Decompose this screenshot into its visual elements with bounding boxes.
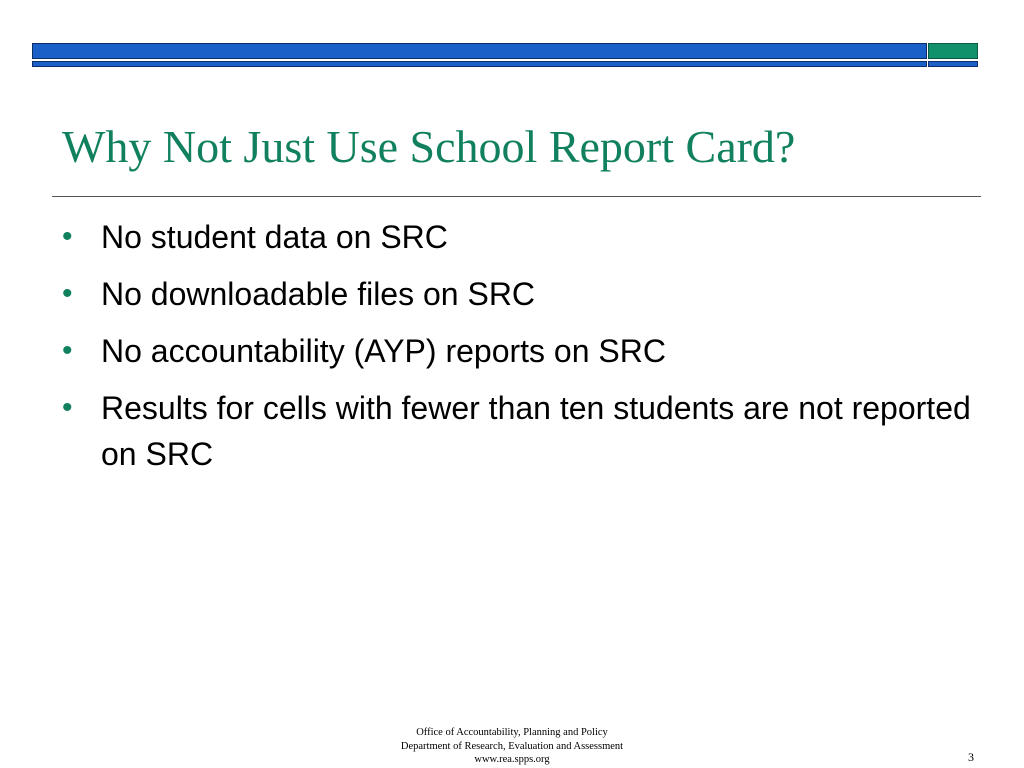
page-number: 3 xyxy=(968,750,974,764)
bullet-list xyxy=(60,214,980,488)
bullet-text: No student data on SRC xyxy=(101,219,448,255)
bullet-item xyxy=(60,328,980,374)
footer-department: Department of Research, Evaluation and Assessment xyxy=(400,740,624,752)
slide-title: Why Not Just Use School Report Card? xyxy=(62,121,796,172)
bullet-icon: • xyxy=(62,391,73,424)
bullet-item xyxy=(60,385,980,477)
bullet-icon: • xyxy=(62,277,73,310)
header-stripe-right xyxy=(928,61,978,67)
header-bar-green xyxy=(928,43,978,59)
bullet-text: Results for cells with fewer than ten students are not reported on SRC xyxy=(101,390,971,472)
bullet-icon: • xyxy=(62,334,73,367)
bullet-text: No accountability (AYP) reports on SRC xyxy=(101,333,666,369)
footer-website: www.rea.spps.org xyxy=(474,754,550,765)
bullet-icon: • xyxy=(62,220,73,253)
header-stripe-blue xyxy=(32,61,927,67)
bullet-item xyxy=(60,214,980,260)
bullet-item xyxy=(60,271,980,317)
bullet-text: No downloadable files on SRC xyxy=(101,276,536,312)
title-divider xyxy=(52,196,981,197)
header-bar-blue xyxy=(32,43,927,59)
footer xyxy=(312,726,712,767)
footer-office: Office of Accountability, Planning and Policy xyxy=(416,727,608,738)
